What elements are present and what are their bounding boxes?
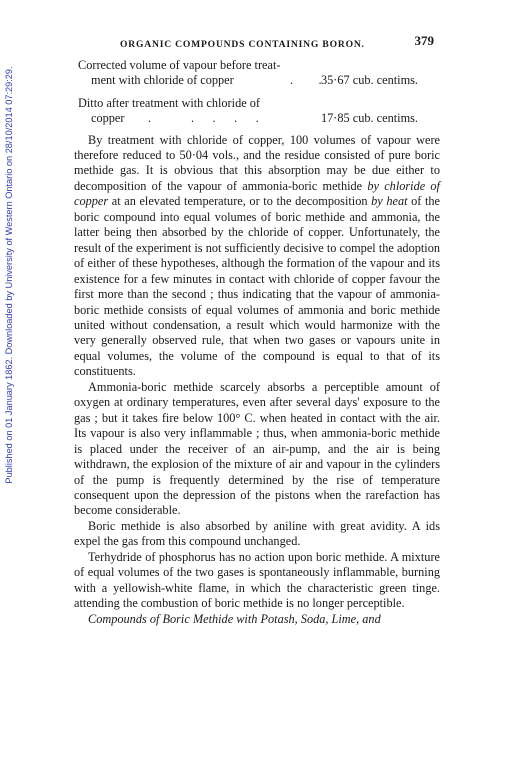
provenance-watermark [2, 40, 16, 510]
volume-row-2-text-cont: copper [91, 111, 125, 126]
leader-dots: . . [290, 73, 323, 88]
running-header [74, 32, 440, 52]
page-body [74, 32, 440, 627]
paragraph-3: Boric methide is also absorbed by aniline with great avidity. A ids expel the gas from this compound unchanged. [74, 518, 440, 549]
paragraph-2: Ammonia-boric methide scarcely absorbs a perceptible amount of oxygen at ordinary temperatures, even after several days' exposure to the gas ; but it takes fire below 100° C. when heated in contact with the air. Its vapour is also very inflammable ; thus, when ammonia-boric methide is placed under the receiver of an air-pump, and the air is being withdrawn, the explosion of the mixture of air and vapour in the cylinders of the pump is frequently determined by the rise of temperature consequent upon the depression of the pistons when the rarefaction has become considerable. [74, 379, 440, 518]
page-number: 379 [414, 33, 434, 48]
volume-table [74, 58, 440, 127]
volume-row-1-value: 35·67 cub. centims. [321, 73, 418, 88]
volume-row-1-cont [74, 73, 440, 88]
volume-row-1-text-cont: ment with chloride of copper [91, 73, 234, 88]
volume-row-2-cont [74, 111, 440, 126]
volume-row-2-value: 17·85 cub. centims. [321, 111, 418, 126]
volume-row-1-text: Corrected volume of vapour before treat- [78, 58, 281, 72]
volume-row-2-text: Ditto after treatment with chloride of [78, 95, 260, 110]
volume-row-2-label [74, 96, 440, 111]
running-title: ORGANIC COMPOUNDS CONTAINING BORON. [120, 39, 365, 50]
volume-row-1-label [74, 58, 440, 73]
section-heading: Compounds of Boric Methide with Potash, Soda, Lime, and [88, 611, 381, 626]
paragraph-4: Terhydride of phosphorus has no action upon boric methide. A mixture of equal volumes of the two gases is spontaneously inflammable, burning with a yellowish-white flame, in which the characteristic green tinge. attending the combustion of boric methide is no longer perceptible. [74, 549, 440, 611]
paragraph-1: By treatment with chloride of copper, 100 volumes of vapour were therefore reduced to 50·04 vols., and the residue consisted of pure boric methide gas. It is obvious that this absorption may be due either to decomposition of the vapour of ammonia-boric methide by chloride of copper at an elevated temperature, or to the decomposition by heat of the boric compound into equal volumes of boric methide and ammonia, the latter being then absorbed by the chloride of copper. Unfortunately, the result of the experiment is not sufficiently decisive to compel the adoption of either of these hypotheses, although the formation of the vapour and its existence for a few minutes in contact with chloride of copper favour the first more than the second ; thus indicating that the vapour of ammonia-boric methide consists of equal volumes of ammonia and boric methide united without condensation, a result which would harmonize with the very generally observed rule, that when two gases or vapours unite in equal volumes, the volume of the compound is equal to that of its constituents. [74, 132, 441, 379]
watermark-text: Published on 01 January 1862. Downloaded by University of Western Ontario on 28/10/2014 07:29:29. [4, 66, 14, 484]
leader-dots: . . . . . [148, 111, 259, 126]
